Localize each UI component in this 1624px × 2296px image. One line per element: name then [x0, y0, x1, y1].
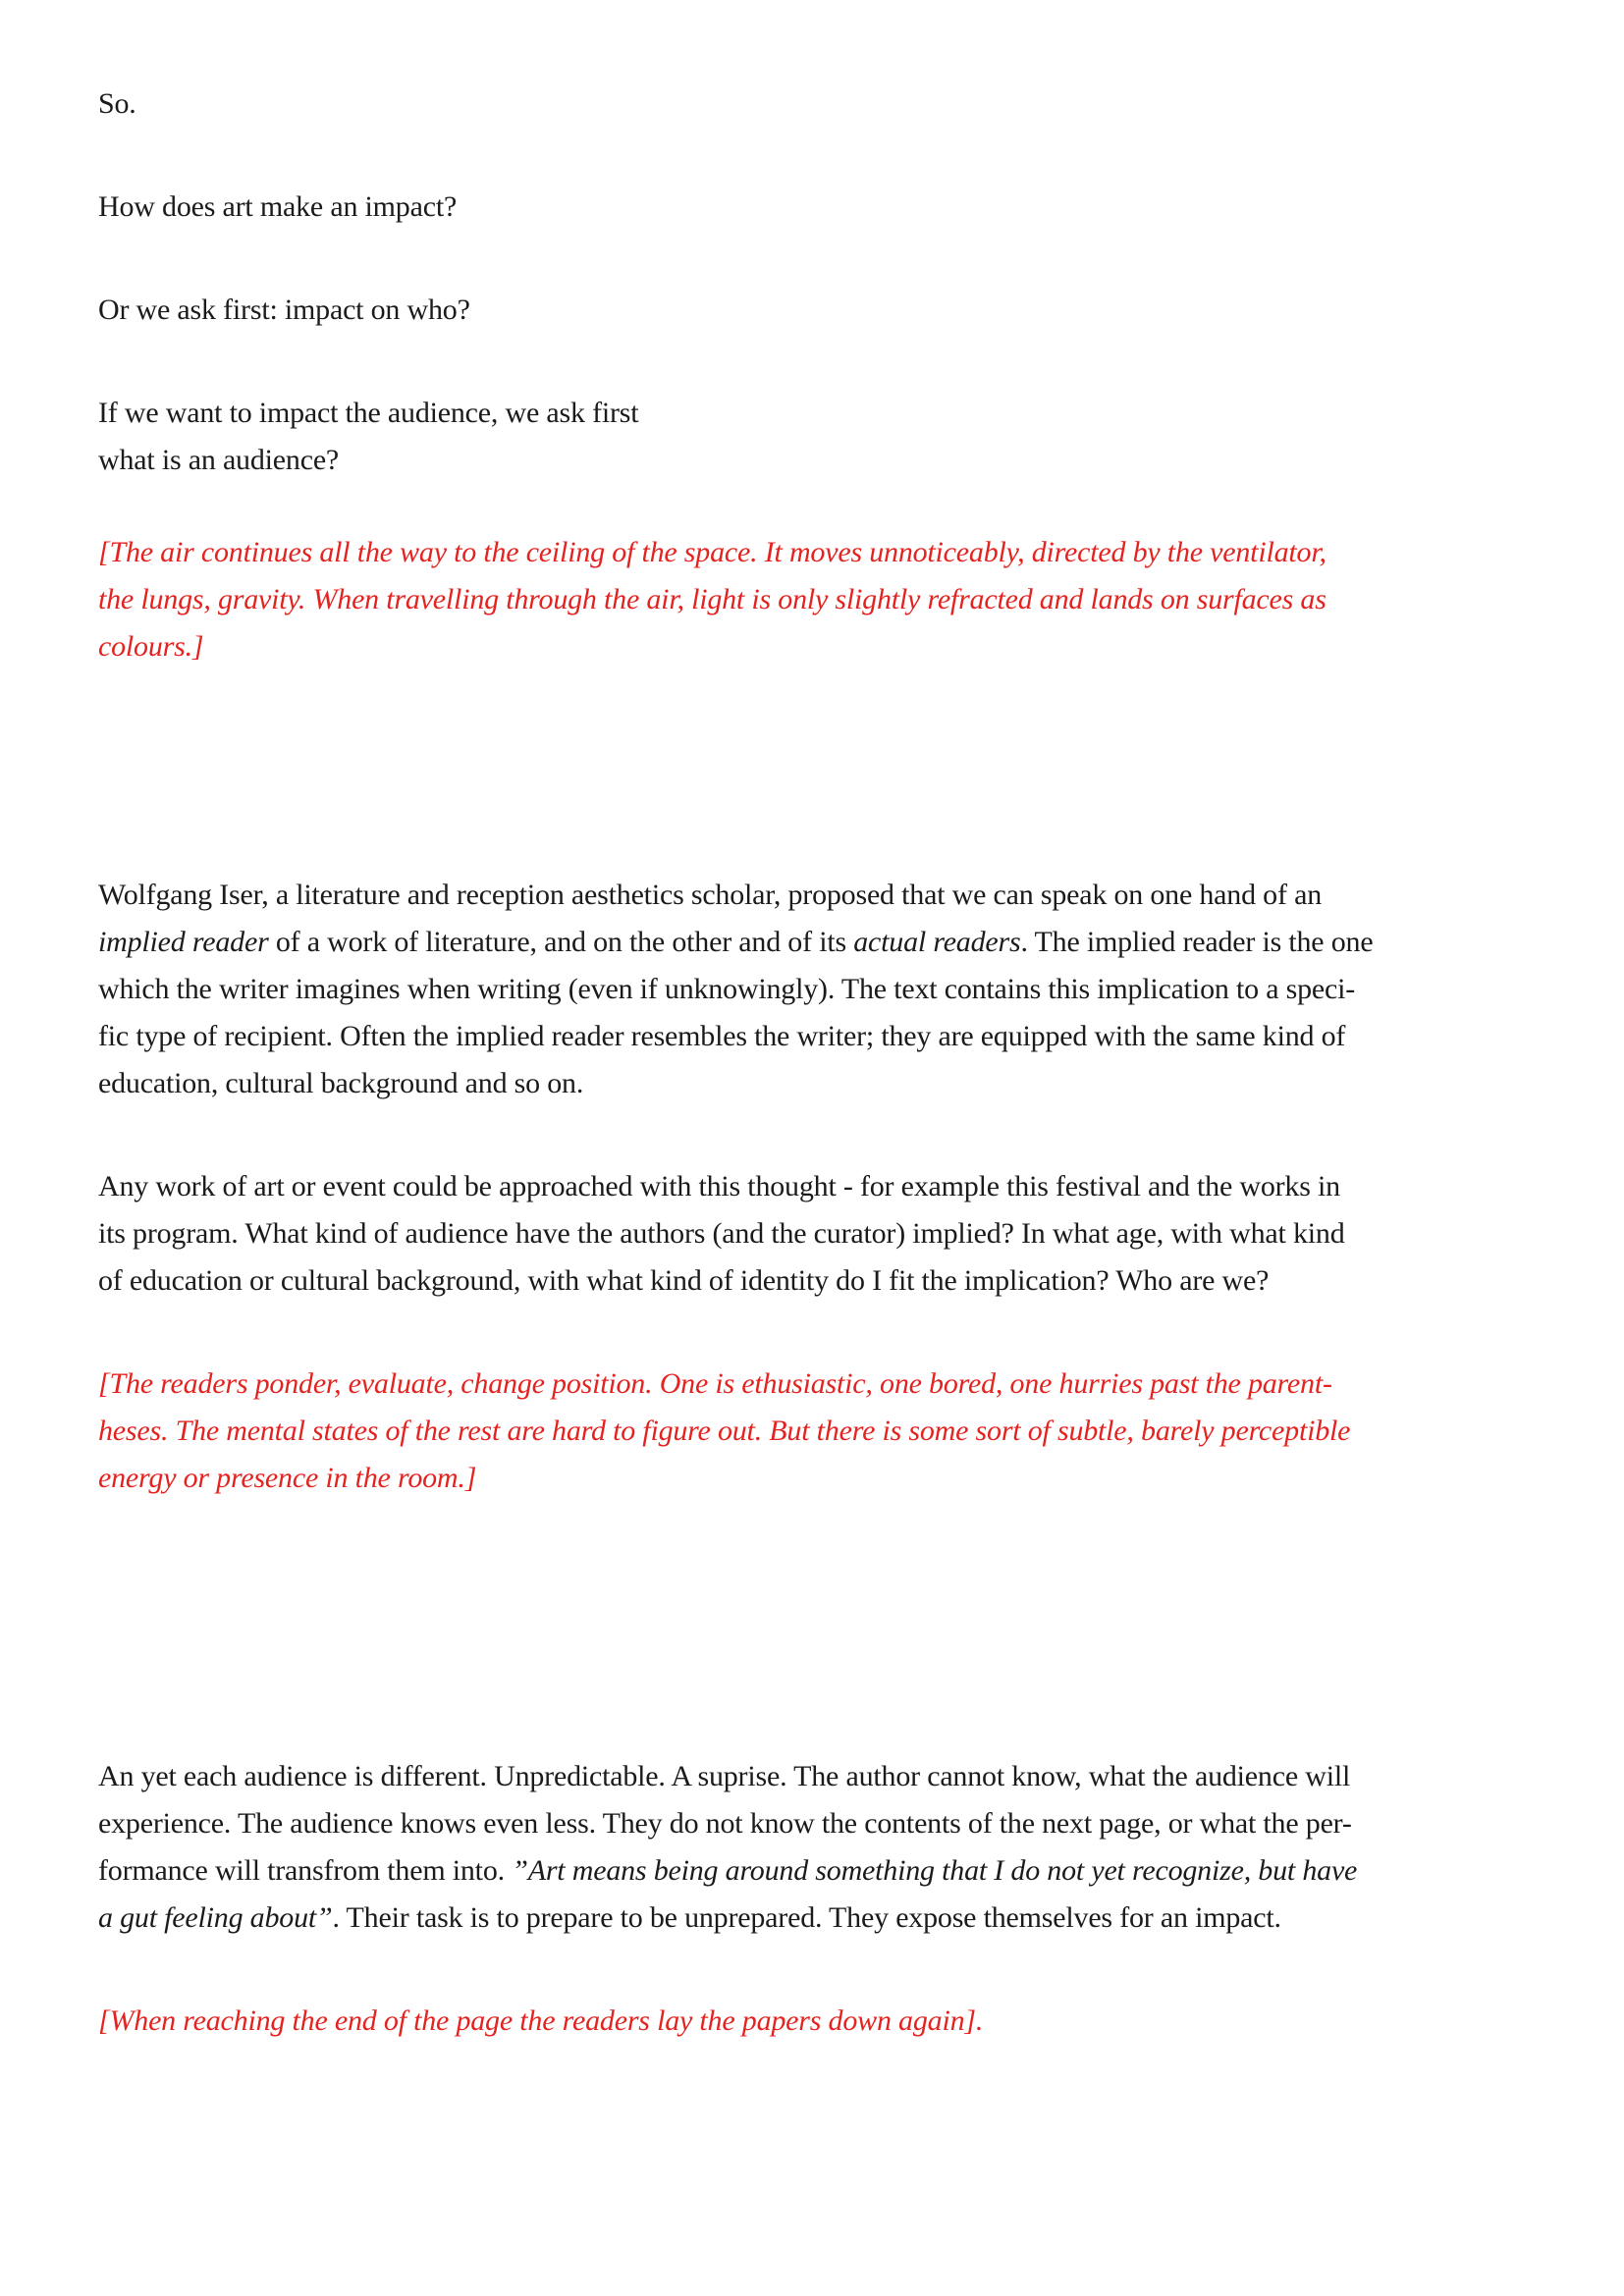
emphasized-text-run: implied reader: [98, 926, 269, 958]
emphasized-text-run: ”Art means being around something that I do not yet recognize, but have: [512, 1854, 1358, 1887]
paragraph-wolfgang-iser-line: [98, 919, 1526, 966]
stage-direction-readers-line: [98, 1361, 1526, 1408]
text-run: So.: [98, 87, 136, 120]
text-run: [The air continues all the way to the ceiling of the space. It moves unnoticeably, directed by the ventilator,: [98, 536, 1326, 568]
opening-so: [98, 80, 1526, 128]
paragraph-each-audience: [98, 1753, 1526, 1942]
text-run: . Their task is to prepare to be unprepared. They expose themselves for an impact.: [332, 1901, 1281, 1934]
text-run: How does art make an impact?: [98, 190, 458, 223]
text-run: [When reaching the end of the page the readers lay the papers down again].: [98, 2004, 984, 2037]
paragraph-any-work-line: [98, 1163, 1526, 1210]
opening-so-line: [98, 80, 1526, 128]
emphasized-text-run: actual readers: [853, 926, 1021, 958]
stage-direction-readers-line: [98, 1455, 1526, 1502]
text-run: education, cultural background and so on.: [98, 1067, 584, 1099]
paragraph-any-work-line: [98, 1257, 1526, 1305]
paragraph-wolfgang-iser: [98, 872, 1526, 1107]
emphasized-text-run: a gut feeling about”: [98, 1901, 333, 1934]
stage-direction-air-line: [98, 529, 1526, 576]
paragraph-each-audience-line: [98, 1753, 1526, 1800]
paragraph-wolfgang-iser-line: [98, 872, 1526, 919]
text-run: its program. What kind of audience have the authors (and the curator) implied? In what age, with what kind: [98, 1217, 1345, 1250]
stage-direction-air: [98, 529, 1526, 670]
text-run: fic type of recipient. Often the implied reader resembles the writer; they are equipped with the same kind of: [98, 1020, 1346, 1052]
text-run: [The readers ponder, evaluate, change position. One is ethusiastic, one bored, one hurries past the parent-: [98, 1367, 1332, 1400]
stage-direction-end-line: [98, 1998, 1526, 2045]
text-run: An yet each audience is different. Unpredictable. A suprise. The author cannot know, what the audience will: [98, 1760, 1351, 1792]
text-run: formance will transfrom them into.: [98, 1854, 513, 1887]
text-run: Or we ask first: impact on who?: [98, 294, 470, 326]
question-what-is-audience-line: [98, 390, 1526, 437]
question-impact-on-who-line: [98, 287, 1526, 334]
text-run: colours.]: [98, 630, 204, 663]
text-run: experience. The audience knows even less. They do not know the contents of the next page, or what the per-: [98, 1807, 1352, 1840]
question-impact: [98, 184, 1526, 231]
text-run: what is an audience?: [98, 444, 340, 476]
question-impact-line: [98, 184, 1526, 231]
stage-direction-air-line: [98, 623, 1526, 670]
text-run: If we want to impact the audience, we ask first: [98, 397, 639, 429]
paragraph-each-audience-line: [98, 1895, 1526, 1942]
paragraph-any-work-line: [98, 1210, 1526, 1257]
text-run: of a work of literature, and on the other and of its: [268, 926, 854, 958]
stage-direction-readers: [98, 1361, 1526, 1502]
stage-direction-readers-line: [98, 1408, 1526, 1455]
stage-direction-air-line: [98, 576, 1526, 623]
text-run: of education or cultural background, with what kind of identity do I fit the implication? Who are we?: [98, 1264, 1270, 1297]
stage-direction-end: [98, 1998, 1526, 2045]
text-run: Wolfgang Iser, a literature and reception aesthetics scholar, proposed that we can speak on one hand of an: [98, 879, 1322, 911]
text-run: which the writer imagines when writing (even if unknowingly). The text contains this implication to a speci-: [98, 973, 1356, 1005]
text-run: . The implied reader is the one: [1020, 926, 1374, 958]
text-run: energy or presence in the room.]: [98, 1462, 477, 1494]
paragraph-wolfgang-iser-line: [98, 966, 1526, 1013]
question-what-is-audience-line: [98, 437, 1526, 484]
paragraph-any-work: [98, 1163, 1526, 1305]
paragraph-wolfgang-iser-line: [98, 1060, 1526, 1107]
question-what-is-audience: [98, 390, 1526, 484]
paragraph-each-audience-line: [98, 1847, 1526, 1895]
text-run: the lungs, gravity. When travelling through the air, light is only slightly refracted and lands on surfaces as: [98, 583, 1326, 615]
question-impact-on-who: [98, 287, 1526, 334]
paragraph-each-audience-line: [98, 1800, 1526, 1847]
paragraph-wolfgang-iser-line: [98, 1013, 1526, 1060]
text-run: heses. The mental states of the rest are hard to figure out. But there is some sort of subtle, barely perceptible: [98, 1415, 1351, 1447]
text-run: Any work of art or event could be approached with this thought - for example this festival and the works in: [98, 1170, 1340, 1202]
